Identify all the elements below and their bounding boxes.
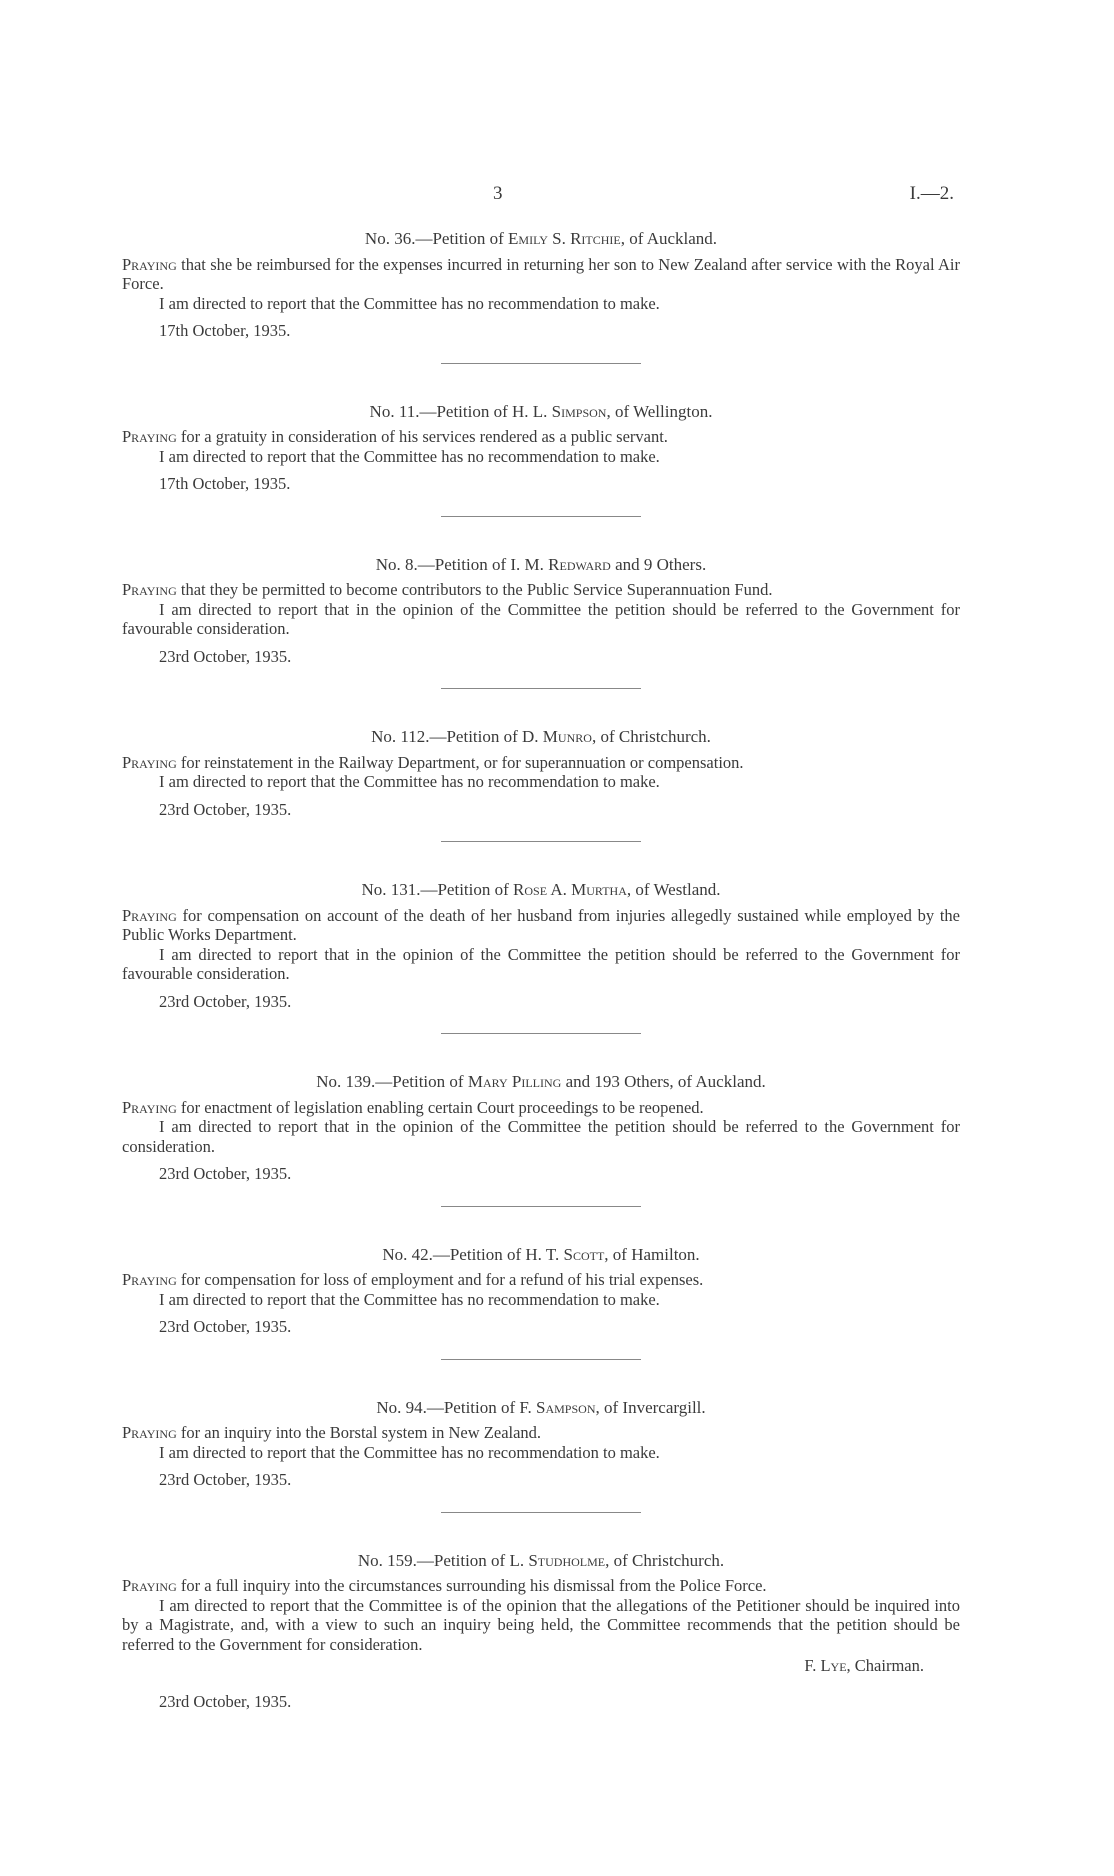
committee-report: I am directed to report that the Committee has no recommendation to make.	[159, 446, 660, 466]
petition-entry	[122, 880, 960, 1034]
report-date: 23rd October, 1935.	[159, 646, 292, 666]
petition-entry	[122, 727, 960, 842]
petitioner-name: H. L. Simpson	[512, 401, 607, 421]
petition-entry	[122, 555, 960, 690]
petitioner-name: L. Studholme	[509, 1550, 606, 1570]
petition-praying: Praying that she be reimbursed for the expenses incurred in returning her son to New Zealand after service with the Royal Air Force.	[122, 254, 960, 293]
report-date: 17th October, 1935.	[159, 321, 291, 340]
petition-entry	[122, 402, 960, 517]
petition-title: No. 159.—Petition of L. Studholme, of Christchurch.	[357, 1550, 725, 1570]
petition-praying: Praying for reinstatement in the Railway Department, or for superannuation or compensation.	[122, 752, 744, 772]
section-divider	[441, 1206, 641, 1207]
page-header	[0, 183, 1114, 207]
petition-title: No. 131.—Petition of Rose A. Murtha, of Westland.	[361, 880, 721, 899]
report-date: 17th October, 1935.	[159, 474, 291, 493]
petition-praying: Praying for a gratuity in consideration of his services rendered as a public servant.	[122, 427, 668, 446]
petitioner-name: Rose A. Murtha	[513, 880, 627, 899]
committee-report: I am directed to report that the Committee has no recommendation to make.	[159, 1289, 660, 1309]
committee-report: I am directed to report that the Committee has no recommendation to make.	[159, 293, 660, 313]
petition-entry	[122, 1072, 960, 1207]
report-date: 23rd October, 1935.	[159, 1691, 292, 1711]
petition-praying: Praying for a full inquiry into the circumstances surrounding his dismissal from the Police Force.	[122, 1576, 767, 1595]
committee-report: I am directed to report that the Committee has no recommendation to make.	[159, 772, 660, 791]
petitions-report	[122, 229, 960, 1711]
petition-praying: Praying for enactment of legislation enabling certain Court proceedings to be reopened.	[122, 1097, 704, 1117]
petitioner-name: Emily S. Ritchie	[508, 229, 621, 248]
report-date: 23rd October, 1935.	[159, 799, 292, 819]
section-divider	[441, 516, 641, 517]
report-date: 23rd October, 1935.	[159, 991, 292, 1011]
petition-praying: Praying for compensation for loss of employment and for a refund of his trial expenses.	[122, 1270, 704, 1289]
section-divider	[441, 1033, 641, 1034]
petition-title: No. 36.—Petition of Emily S. Ritchie, of Auckland.	[364, 229, 718, 248]
report-date: 23rd October, 1935.	[159, 1470, 292, 1489]
committee-report: I am directed to report that the Committee is of the opinion that the allegations of the Petitioner should be inquired into by a Magistrate, and, with a view to such an inquiry being held, the Committee recommends that the petition should be referred to the Government for consideration.	[122, 1595, 960, 1654]
petitioner-name: H. T. Scott	[525, 1244, 605, 1264]
petition-title: No. 42.—Petition of H. T. Scott, of Hamilton.	[382, 1244, 700, 1264]
section-divider	[441, 363, 641, 364]
petition-entry	[122, 229, 960, 364]
committee-report: I am directed to report that in the opinion of the Committee the petition should be referred to the Government for favourable consideration.	[122, 944, 960, 983]
petition-title: No. 11.—Petition of H. L. Simpson, of Wellington.	[369, 401, 713, 421]
petitioner-name: Mary Pilling	[467, 1072, 562, 1091]
section-divider	[441, 1359, 641, 1360]
petition-praying: Praying that they be permitted to become contributors to the Public Service Superannuation Fund.	[122, 580, 773, 599]
petition-praying: Praying for compensation on account of the death of her husband from injuries allegedly sustained while employed by the Public Works Department.	[122, 905, 960, 944]
petition-title: No. 112.—Petition of D. Munro, of Christchurch.	[371, 727, 711, 746]
section-divider	[441, 841, 641, 842]
petition-entry	[122, 1398, 960, 1513]
committee-report: I am directed to report that in the opinion of the Committee the petition should be referred to the Government for favourable consideration.	[122, 599, 960, 638]
petition-entry-final	[122, 1551, 960, 1712]
report-date: 23rd October, 1935.	[159, 1317, 292, 1336]
petition-title: No. 8.—Petition of I. M. Redward and 9 Others.	[375, 554, 707, 574]
section-divider	[441, 688, 641, 689]
petition-title: No. 139.—Petition of Mary Pilling and 193 Others, of Auckland.	[316, 1072, 766, 1091]
petition-title: No. 94.—Petition of F. Sampson, of Invercargill.	[376, 1397, 706, 1417]
committee-report: I am directed to report that the Committee has no recommendation to make.	[159, 1442, 660, 1462]
section-divider	[441, 1512, 641, 1513]
committee-report: I am directed to report that in the opinion of the Committee the petition should be referred to the Government for consideration.	[122, 1117, 960, 1156]
chairman-signature: F. Lye, Chairman.	[804, 1656, 924, 1675]
petitioner-name: D. Munro	[522, 727, 592, 746]
document-reference: I.—2.	[909, 183, 954, 204]
report-date: 23rd October, 1935.	[159, 1164, 292, 1183]
page-number: 3	[493, 183, 503, 204]
petitioner-name: I. M. Redward	[510, 554, 611, 574]
petition-entry	[122, 1245, 960, 1360]
petition-praying: Praying for an inquiry into the Borstal system in New Zealand.	[122, 1423, 542, 1442]
petitioner-name: F. Sampson	[519, 1397, 596, 1417]
